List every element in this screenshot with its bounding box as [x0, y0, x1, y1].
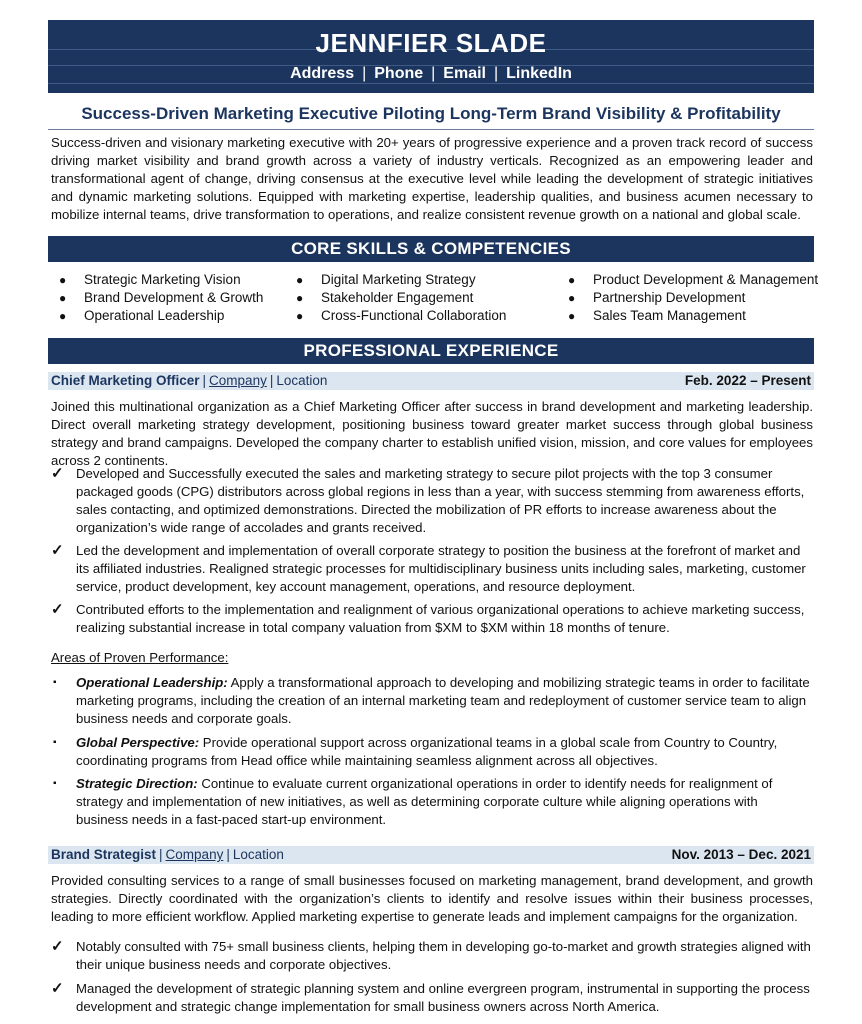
section-title-experience: PROFESSIONAL EXPERIENCE	[48, 338, 814, 364]
professional-summary: Success-driven and visionary marketing executive with 20+ years of progressive experience and a proven track record of success driving market visibility and brand growth across a variety of industry verticals. Recognized as an empowering leader and transformational agent of change, driving consensus at the executive level while leading the development of strategic initiatives and dynamic marketing solutions. Equipped with marketing expertise, leadership qualities, and business acumen necessary to mobilize internal teams, drive transformation to operations, and realize consistent revenue growth on a national and global scale.	[51, 135, 813, 222]
skills-column	[560, 271, 818, 325]
skill-item: ● Cross-Functional Collaboration	[296, 308, 507, 323]
skills-column	[51, 271, 263, 325]
checkmark-icon: ✓	[51, 542, 64, 559]
job-dates: Nov. 2013 – Dec. 2021	[671, 847, 811, 862]
skill-item: ● Brand Development & Growth	[59, 290, 264, 305]
areas-heading: Areas of Proven Performance:	[51, 650, 229, 665]
job-header: Chief Marketing Officer | Company | Location Feb. 2022 – Present	[48, 372, 814, 390]
checkmark-icon: ✓	[51, 465, 64, 482]
job-summary: Joined this multinational organization as a Chief Marketing Officer after success in brand development and marketing leadership. Direct overall marketing strategy development, positioning business toward greater market success through global business strategy and brand campaigns. Developed the company charter to establish unified vision, mission, and core values for employees across 2 continents.	[51, 399, 813, 468]
area-item: ▪ Strategic Direction: Continue to evaluate current organizational operations in order to identify needs for realignment of strategy and implementation of new initiatives, as well as determining corporate culture while aligning operations with business needs in a fast-paced start-up environment.	[53, 776, 773, 827]
skill-item: ● Sales Team Management	[568, 308, 746, 323]
job-dates: Feb. 2022 – Present	[684, 373, 811, 388]
checkmark-icon: ✓	[51, 601, 64, 618]
achievement-bullet: ✓ Developed and Successfully executed the sales and marketing strategy to secure pilot projects with the top 3 consumer packaged goods (CPG) distributors across global regions in less than a year, with success stemming from awareness efforts, sales contacting, and optimized demonstrations. Directed the mobilization of PR efforts to increase awareness about the organization’s wide range of accolades and grants received.	[51, 465, 805, 535]
contact-email[interactable]: Email	[443, 65, 486, 82]
job-title: Brand Strategist	[51, 847, 157, 862]
job-location: Location	[276, 373, 328, 388]
bullet-icon: ●	[296, 273, 304, 287]
contact-address[interactable]: Address	[290, 65, 355, 82]
contact-phone[interactable]: Phone	[374, 65, 424, 82]
bullet-icon: ●	[568, 309, 576, 323]
skill-item: ● Strategic Marketing Vision	[59, 272, 241, 287]
skill-item: ● Operational Leadership	[59, 308, 225, 323]
skill-item: ● Digital Marketing Strategy	[296, 272, 476, 287]
company-link[interactable]: Company	[165, 847, 224, 862]
square-bullet-icon: ▪	[53, 737, 57, 748]
square-bullet-icon: ▪	[53, 677, 57, 688]
job-title: Chief Marketing Officer	[51, 373, 200, 388]
separator: |	[431, 65, 436, 82]
bullet-icon: ●	[59, 309, 67, 323]
company-link[interactable]: Company	[209, 373, 267, 388]
candidate-name: JENNFIER SLADE	[315, 28, 547, 58]
separator: |	[493, 65, 499, 82]
achievement-bullet: ✓ Managed the development of strategic planning system and online evergreen program, instrumental in supporting the process development and strategic change implementation for small business owners across North America.	[51, 980, 810, 1014]
contact-linkedin[interactable]: LinkedIn	[506, 65, 572, 82]
achievement-bullet: ✓ Contributed efforts to the implementation and realignment of various organizational operations to achieve marketing success, realizing substantial increase in total company valuation from $XM to $XM within 18 months of tenure.	[51, 601, 805, 635]
skills-column	[288, 271, 506, 325]
resume-headline: Success-Driven Marketing Executive Piloting Long-Term Brand Visibility & Profitability	[81, 104, 781, 123]
achievement-bullet: ✓ Notably consulted with 75+ small business clients, helping them in developing go-to-market and growth strategies aligned with their unique business needs and corporate objectives.	[51, 938, 811, 972]
bullet-icon: ●	[296, 309, 304, 323]
square-bullet-icon: ▪	[53, 778, 57, 789]
bullet-icon: ●	[568, 291, 576, 305]
job-summary: Provided consulting services to a range of small businesses focused on marketing management, brand development, and growth strategies. Directly coordinated with the organization’s clients to identify and resolve issues within their business processes, leading to more efficient workflow. Applied marketing expertise to generate leads and implement campaigns for the organization.	[51, 873, 813, 924]
skill-item: ● Partnership Development	[568, 290, 746, 305]
bullet-icon: ●	[59, 273, 67, 287]
job-location: Location	[232, 847, 284, 862]
section-title-skills: CORE SKILLS & COMPETENCIES	[48, 236, 814, 262]
contact-line	[48, 65, 814, 83]
skill-item: ● Product Development & Management	[568, 272, 819, 287]
separator: |	[362, 65, 367, 82]
checkmark-icon: ✓	[51, 938, 64, 955]
header-rule	[48, 83, 814, 84]
area-item: ▪ Operational Leadership: Apply a transformational approach to developing and mobilizing strategic teams in order to facilitate marketing programs, including the creation of an internal marketing team and redeployment of customer service team to align business needs and corporate goals.	[53, 675, 810, 726]
achievement-bullet: ✓ Led the development and implementation of overall corporate strategy to position the business at the forefront of market and its affiliated industries. Realigned strategic processes for multidisciplinary business units including sales, marketing, customer service, product development, key account management, operations, and resource deployment.	[51, 542, 806, 594]
bullet-icon: ●	[59, 291, 67, 305]
bullet-icon: ●	[568, 273, 576, 287]
headline-divider	[48, 129, 814, 130]
skill-item: ● Stakeholder Engagement	[296, 290, 474, 305]
bullet-icon: ●	[296, 291, 304, 305]
checkmark-icon: ✓	[51, 980, 64, 997]
job-header: Brand Strategist | Company | Location Nov. 2013 – Dec. 2021	[48, 846, 814, 864]
resume-header	[48, 20, 814, 93]
area-item: ▪ Global Perspective: Provide operational support across organizational teams in a global scale from Country to Country, coordinating programs from Head office while maintaining seamless alignment across all objectives.	[53, 735, 778, 768]
